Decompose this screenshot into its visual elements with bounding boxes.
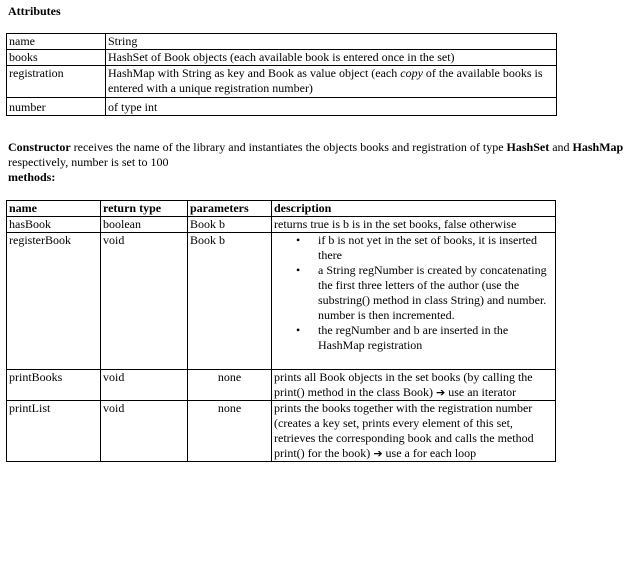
method-return-type: void [101,233,188,370]
table-row [7,34,557,50]
table-row [7,233,556,370]
header-parameters: parameters [188,201,272,217]
methods-label: methods: [8,170,56,184]
constructor-text: receives the name of the library and instantiates the objects books and registration of type [70,140,507,154]
method-description [272,401,556,462]
method-description: returns true is b is in the set books, false otherwise [272,217,556,233]
table-row [7,370,556,401]
method-name: printBooks [7,370,101,401]
arrow-right-icon: ➔ [373,447,383,460]
header-description: description [272,201,556,217]
constructor-label: Constructor [8,140,71,154]
list-item: • if b is not yet in the set of books, it is inserted there [318,233,553,263]
table-row [7,217,556,233]
method-return-type: void [101,370,188,401]
method-return-type: void [101,401,188,462]
header-return-type: return type [101,201,188,217]
table-row [7,401,556,462]
method-parameters: Book b [188,233,272,370]
header-name: name [7,201,101,217]
list-item: • the regNumber and b are inserted in the HashMap registration [318,323,553,353]
description-text: use an iterator [445,385,517,399]
attr-name-cell: books [7,50,106,66]
bullet-list [274,233,553,353]
method-parameters: none [188,370,272,401]
constructor-paragraph [8,140,633,185]
method-name: registerBook [7,233,101,370]
attr-name-cell: number [7,98,106,116]
constructor-text: respectively, number is set to 100 [8,155,169,169]
method-description [272,370,556,401]
table-row [7,66,557,98]
table-row [7,98,557,116]
attr-name-cell: registration [7,66,106,98]
attr-type-italic: copy [400,66,423,80]
description-text: prints all Book objects in the set books (by calling the print() method in the class Book) [274,370,533,399]
method-name: hasBook [7,217,101,233]
table-header-row [7,201,556,217]
description-text: prints the books together with the registration number (creates a key set, prints every element of this set, retrieves the corresponding book and calls the method print() for the book) [274,401,534,460]
table-row [7,50,557,66]
constructor-text: and [549,140,573,154]
attributes-heading: Attributes [8,4,61,18]
method-parameters: none [188,401,272,462]
attr-type-cell: String [106,34,557,50]
method-name: printList [7,401,101,462]
description-text: use a for each loop [382,446,477,460]
attr-type-cell [106,66,557,98]
method-parameters: Book b [188,217,272,233]
attr-name-cell: name [7,34,106,50]
hashmap-keyword: HashMap [572,140,624,154]
hashset-keyword: HashSet [506,140,550,154]
attributes-table [6,33,557,116]
method-description [272,233,556,370]
attr-type-text: HashMap with String as key and Book as value object (each [108,66,401,80]
methods-table [6,200,556,462]
attr-type-text: of the available books is entered with a unique registration number) [108,66,543,95]
attr-type-cell: HashSet of Book objects (each available book is entered once in the set) [106,50,557,66]
list-item: • a String regNumber is created by concatenating the first three letters of the author (use the substring() method in class String) and number. number is then incremented. [318,263,553,323]
attr-type-cell: of type int [106,98,557,116]
arrow-right-icon: ➔ [435,386,446,399]
method-return-type: boolean [101,217,188,233]
